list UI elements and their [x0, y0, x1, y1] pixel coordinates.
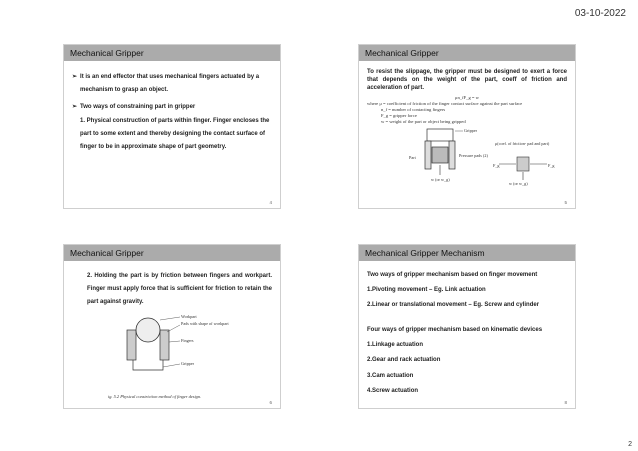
bullet-text: Two ways of constraining part in gripper — [80, 104, 196, 111]
label-gripper: Gripper — [464, 128, 478, 134]
paragraph: To resist the slippage, the gripper must be designed to exert a force that depends on the weight of the part, coeff of friction and acceleration of part. — [367, 69, 567, 92]
part-block — [432, 147, 448, 163]
label-fg-left: F_g — [493, 163, 500, 169]
label-w-right: w (or w_g) — [509, 181, 528, 187]
label-pressure-pads: Pressure pads (2) — [459, 153, 488, 159]
label-w-left: w (or w_g) — [431, 177, 450, 183]
workpart-circle — [136, 318, 160, 342]
date-label: 03-10-2022 — [574, 8, 626, 19]
label-part: Part — [409, 155, 416, 161]
label-gripper: Gripper — [181, 360, 195, 366]
right-finger — [449, 141, 455, 169]
slide-title: Mechanical Gripper — [359, 45, 575, 61]
numbered-item: 2. Holding the part is by friction between fingers and workpart. Finger must apply force that is sufficient for friction to retain the part against gravity. — [87, 273, 272, 306]
gripper-base — [133, 360, 163, 370]
right-finger — [160, 330, 169, 360]
equation-w: w = weight of the part or object being gripped — [381, 119, 466, 125]
leader-line — [160, 317, 180, 320]
slide-title: Mechanical Gripper Mechanism — [359, 245, 575, 261]
gripper-figure — [367, 125, 567, 187]
slide-title: Mechanical Gripper — [64, 45, 280, 61]
slide-1[interactable] — [63, 44, 281, 209]
force-diagram-part — [517, 157, 529, 171]
equation-where: where μ = coefficient of friction of the finger contact surface against the part surface — [367, 101, 523, 107]
leader-line — [167, 325, 180, 332]
arrow-bullet-icon: ➢ — [72, 104, 78, 111]
slide-4[interactable] — [358, 244, 576, 409]
gripper-body — [427, 129, 453, 141]
text-line: 1.Linkage actuation — [367, 342, 424, 349]
text-line: 3.Cam actuation — [367, 372, 414, 379]
label-fg-right: F_g — [548, 163, 555, 169]
slide-number: 5 — [564, 200, 567, 205]
slide-3[interactable] — [63, 244, 281, 409]
slide-number: 8 — [564, 400, 567, 405]
text-line: 4.Screw actuation — [367, 387, 419, 394]
slide-title: Mechanical Gripper — [64, 245, 280, 261]
label-fingers: Fingers — [181, 337, 194, 343]
page-number: 2 — [628, 441, 632, 448]
text-line: 1.Pivoting movement – Eg. Link actuation — [367, 287, 486, 294]
text-line: 2.Linear or translational movement – Eg. Screw and cylinder — [367, 302, 540, 309]
label-mu: μ(coef. of friction- pad and part) — [495, 141, 550, 147]
equation-nf: n_f = number of contacting fingers — [381, 107, 446, 113]
finger-design-figure — [72, 312, 272, 394]
left-finger — [127, 330, 136, 360]
figure-caption: ig. 5.2 Physical constriction method of finger design. — [108, 393, 202, 399]
arrow-bullet-icon: ➢ — [72, 74, 78, 80]
label-workpart: Workpart — [181, 313, 197, 319]
equation: μn_fF_g = w — [455, 95, 479, 101]
left-finger — [425, 141, 431, 169]
leader-line — [169, 341, 180, 342]
bullet-text: It is an end effector that uses mechanical fingers actuated by a mechanism to grasp an object. — [80, 74, 260, 94]
text-line: Four ways of gripper mechanism based on kinematic devices — [367, 327, 543, 334]
label-pads: Pads with shape of workpart — [181, 320, 229, 326]
slide-number: 6 — [269, 400, 272, 405]
text-line: 2.Gear and rack actuation — [367, 357, 441, 364]
equation-fg: F_g = gripper force — [381, 113, 417, 119]
numbered-item: 1. Physical construction of parts within finger. Finger encloses the part to some extent and thereby designing the contact surface of finger to be in approximate shape of part geometry. — [80, 117, 270, 150]
leader-line — [163, 364, 180, 367]
text-line: Two ways of gripper mechanism based on finger movement — [367, 272, 538, 278]
slide-2[interactable] — [358, 44, 576, 209]
slide-number: 4 — [269, 200, 272, 205]
